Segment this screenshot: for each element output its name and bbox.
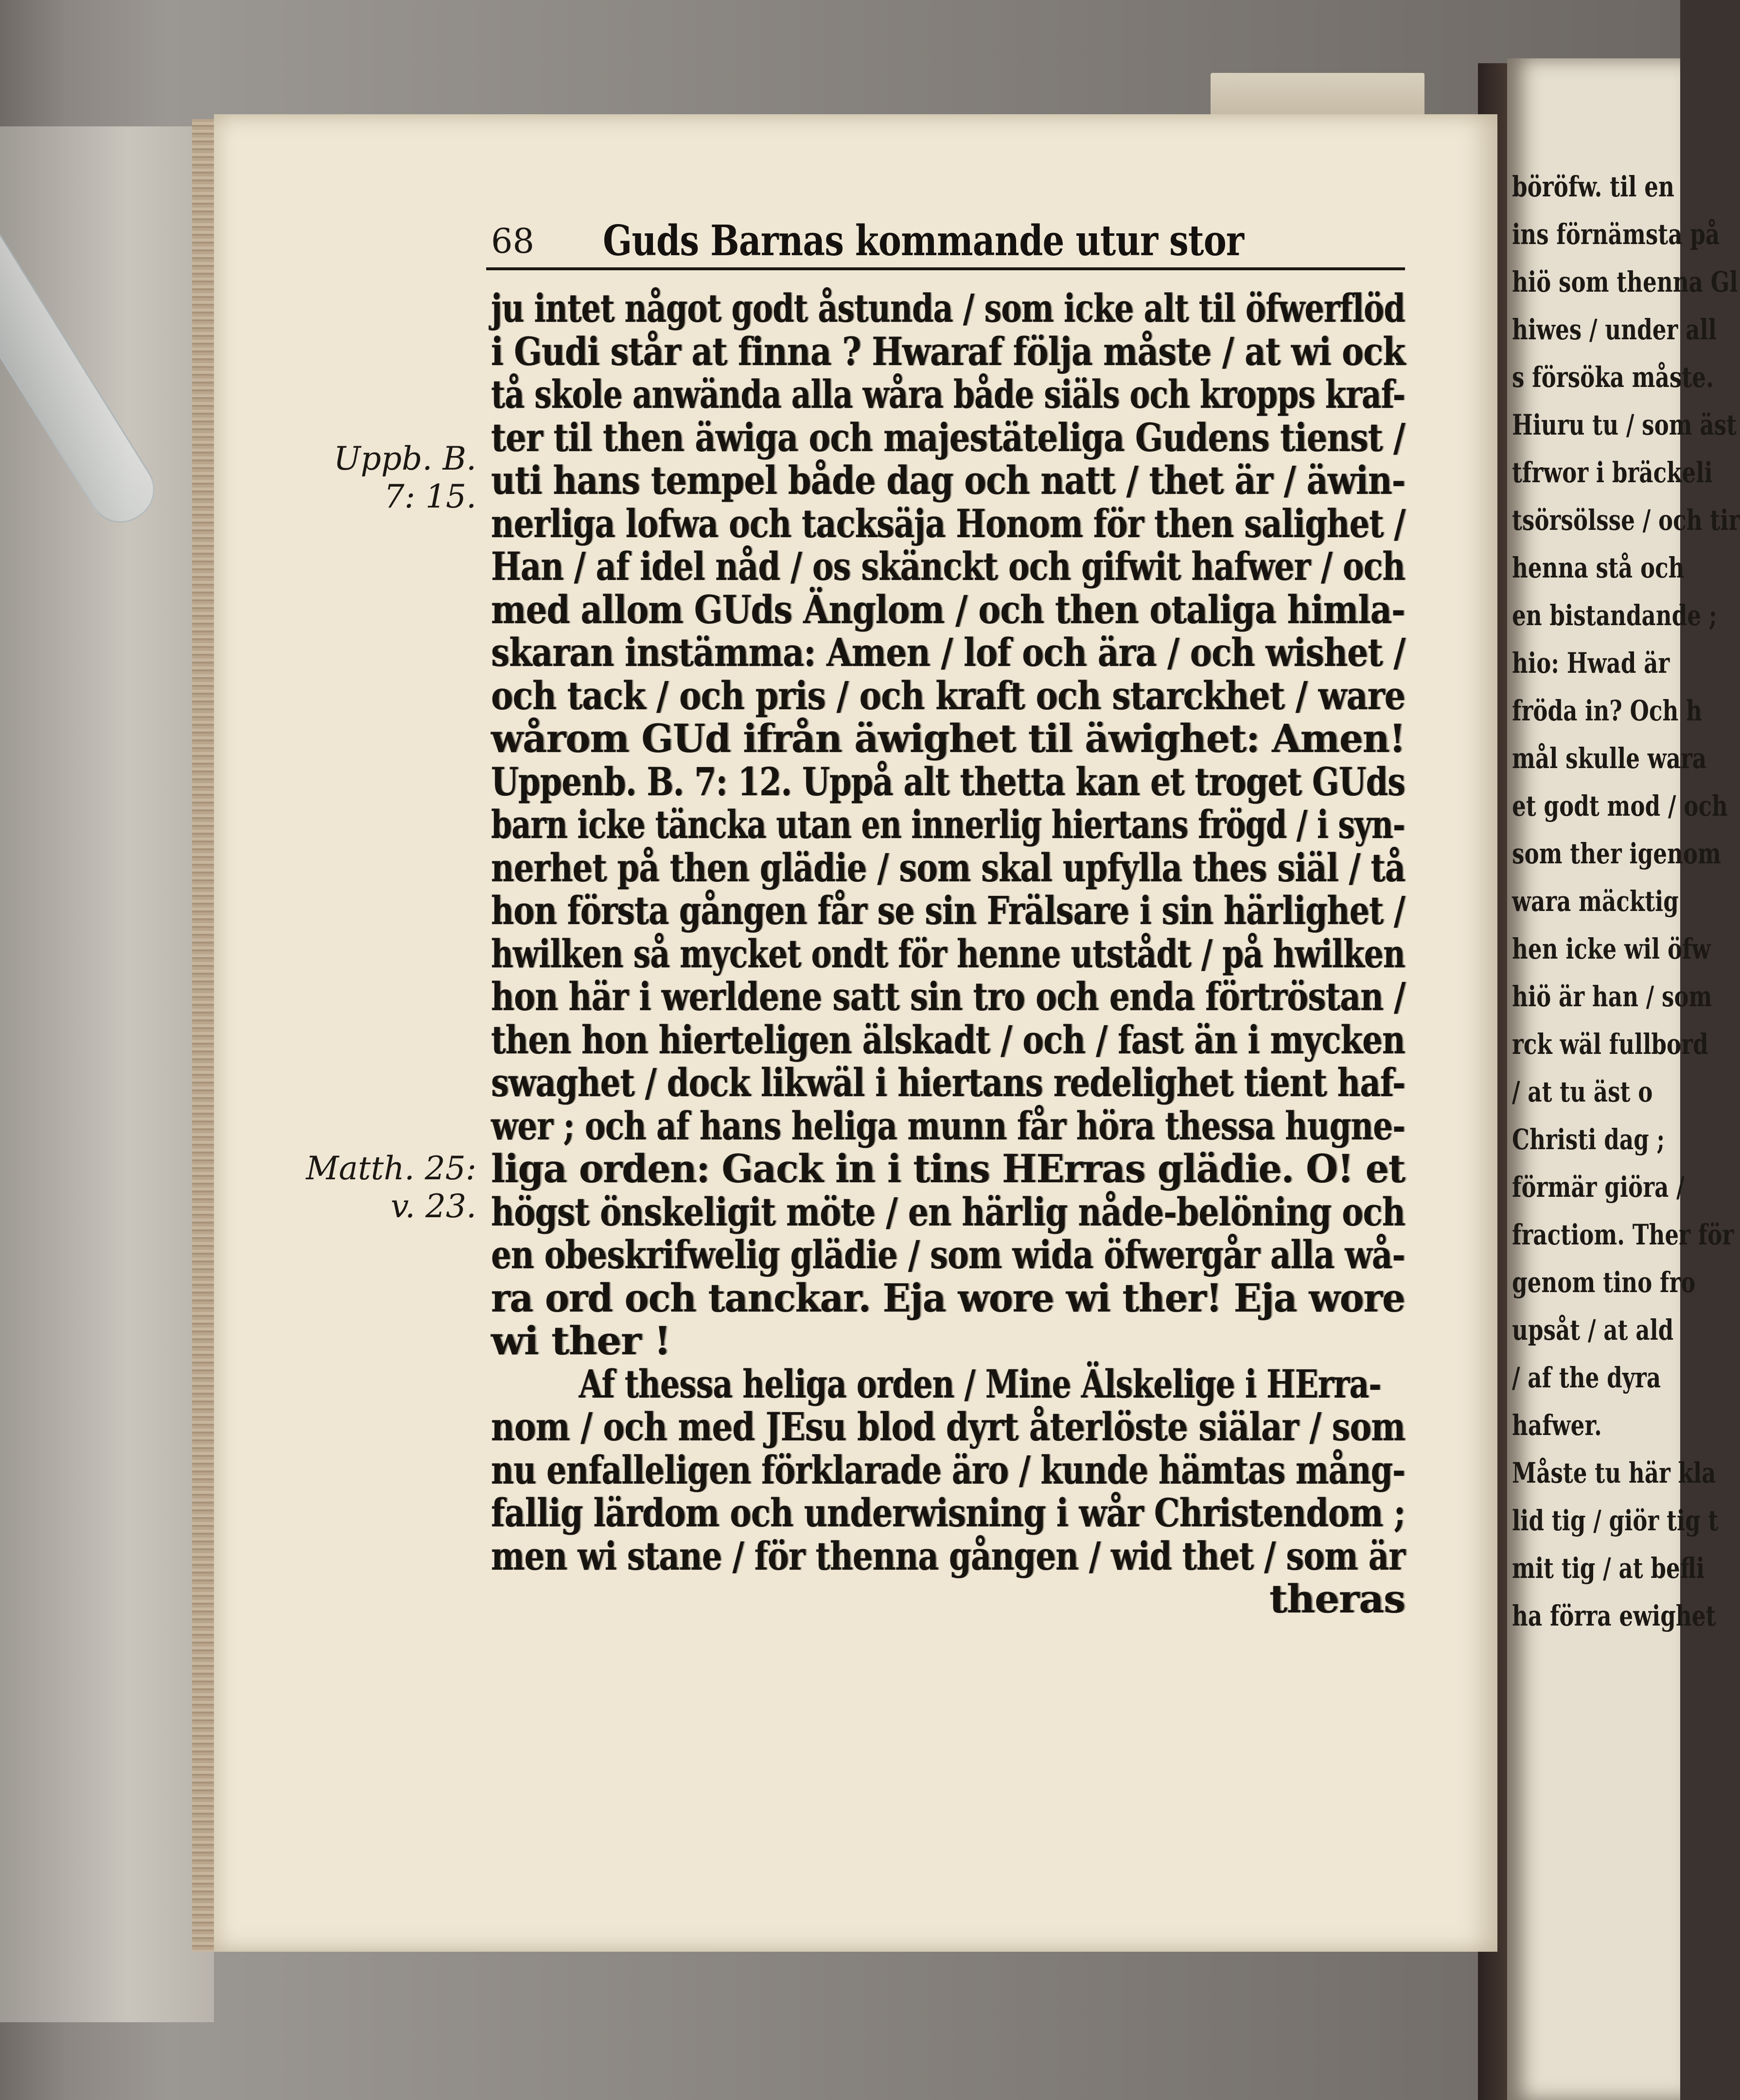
text-line: then hon hierteligen älskadt / och / fast än i mycken xyxy=(491,1016,1405,1063)
text-line: ter til then äwiga och majestäteliga Gudens tienst / xyxy=(491,414,1405,460)
page-header xyxy=(491,216,1405,270)
facing-page-line: mål skulle wara xyxy=(1512,742,1707,775)
text-line: i Gudi står at finna ? Hwaraf följa måste / at wi ock xyxy=(491,328,1405,374)
text-line: wi ther ! xyxy=(491,1318,671,1364)
facing-page-line: hiö är han / som xyxy=(1512,980,1712,1013)
text-line: nu enfalleligen förklarade äro / kunde hämtas mång- xyxy=(491,1447,1405,1493)
running-title: Guds Barnas kommande utur stor xyxy=(603,216,1244,265)
text-line: hon första gången får se sin Frälsare i sin härlighet / xyxy=(491,888,1405,933)
margin-note-uppb: Uppb. B. 7: 15. xyxy=(334,440,476,515)
facing-page-line: Christi dag ; xyxy=(1512,1123,1665,1156)
text-line: liga orden: Gack in i tins HErras glädie. O! et xyxy=(491,1146,1405,1191)
text-line: swaghet / dock likwäl i hiertans redelighet tient haf- xyxy=(491,1060,1406,1105)
text-line: en obeskrifwelig glädie / som wida öfwergår alla wå- xyxy=(491,1232,1405,1278)
text-line: Han / af idel nåd / os skänckt och gifwit hafwer / och xyxy=(491,543,1405,589)
facing-page-line: hafwer. xyxy=(1512,1409,1602,1442)
text-line: Uppenb. B. 7: 12. Uppå alt thetta kan et troget GUds xyxy=(491,758,1405,805)
facing-page-line: / af the dyra xyxy=(1512,1361,1661,1394)
margin-note-matth: Matth. 25: v. 23. xyxy=(306,1150,476,1225)
facing-page-line: henna stå och xyxy=(1512,551,1685,584)
text-line: ju intet något godt åstunda / som icke alt til öfwerflöd xyxy=(491,285,1405,331)
facing-page-line: rck wäl fullbord xyxy=(1512,1028,1708,1061)
facing-page-line: en bistandande ; xyxy=(1512,599,1717,632)
facing-page-line: ha förra ewighet xyxy=(1512,1599,1716,1632)
facing-page-line: Hiuru tu / som äst xyxy=(1512,408,1737,441)
text-line: ra ord och tanckar. Eja wore wi ther! Eja wore xyxy=(491,1275,1405,1321)
facing-page-line: Måste tu här kla xyxy=(1512,1456,1716,1489)
facing-page-line: tsörsölsse / och tir xyxy=(1512,504,1740,537)
text-line: nerliga lofwa och tacksäja Honom för then salighet / xyxy=(491,500,1406,546)
text-line: Af thessa heliga orden / Mine Älskelige i HErra- xyxy=(579,1361,1381,1407)
facing-page-line: genom tino fro xyxy=(1512,1266,1696,1299)
text-line: hwilken så mycket ondt för henne utstådt / på hwilken xyxy=(491,930,1405,977)
facing-page-line: lid tig / giör tig t xyxy=(1512,1504,1719,1537)
text-line: fallig lärdom och underwisning i wår Christendom ; xyxy=(491,1490,1406,1536)
facing-page-line: hiö som thenna Gl xyxy=(1512,265,1738,298)
text-line: och tack / och pris / och kraft och starckhet / ware xyxy=(491,672,1406,718)
facing-page-line: fröda in? Och h xyxy=(1512,694,1702,727)
facing-page-line: hen icke wil öfw xyxy=(1512,932,1711,965)
text-line: skaran instämma: Amen / lof och ära / och wishet / xyxy=(491,630,1406,675)
body-text xyxy=(491,287,1405,1621)
text-line: men wi stane / för thenna gången / wid thet / som är xyxy=(491,1533,1405,1579)
facing-page-line: et godt mod / och xyxy=(1512,789,1728,822)
facing-page-line: wara mäcktig xyxy=(1512,885,1679,918)
text-line: barn icke täncka utan en innerlig hiertans frögd / i syn- xyxy=(491,802,1405,847)
text-line: nom / och med JEsu blod dyrt återlöste siälar / som xyxy=(491,1404,1406,1450)
facing-page-line: s försöka måste. xyxy=(1512,361,1714,394)
facing-page-line: som ther igenom xyxy=(1512,837,1721,870)
facing-page-line: upsåt / at ald xyxy=(1512,1313,1674,1347)
text-line: uti hans tempel både dag och natt / thet är / äwin- xyxy=(491,457,1406,503)
facing-page-line: böröfw. til en xyxy=(1512,170,1674,203)
header-rule xyxy=(486,267,1405,270)
facing-page-line: mit tig / at befli xyxy=(1512,1552,1705,1585)
text-line: wer ; och af hans heliga munn får höra thessa hugne- xyxy=(491,1102,1405,1149)
text-line: högst önskeligit möte / en härlig nåde-belöning och xyxy=(491,1189,1405,1235)
text-line: nerhet på then glädie / som skal upfylla thes siäl / tå xyxy=(491,844,1406,891)
text-line: theras xyxy=(1269,1576,1405,1622)
facing-page-line: hio: Hwad är xyxy=(1512,647,1670,680)
facing-page-line: fractiom. Ther för xyxy=(1512,1218,1734,1251)
text-line: wårom GUd ifrån äwighet til äwighet: Amen! xyxy=(491,716,1406,761)
page-number: 68 xyxy=(491,221,535,261)
facing-page-line: förmär giöra / xyxy=(1512,1171,1685,1204)
facing-page xyxy=(1507,58,1740,2100)
text-line: tå skole anwända alla wåra både siäls och kropps kraf- xyxy=(491,371,1405,417)
facing-page-line: ins förnämsta på xyxy=(1512,218,1720,251)
text-line: hon här i werldene satt sin tro och enda förtröstan / xyxy=(491,974,1406,1019)
page-tab xyxy=(1211,73,1424,114)
facing-page-line: / at tu äst o xyxy=(1512,1075,1653,1108)
facing-page-line: hiwes / under all xyxy=(1512,313,1717,346)
facing-page-line: tfrwor i bräckeli xyxy=(1512,456,1713,489)
text-line: med allom GUds Änglom / och then otaliga himla- xyxy=(491,586,1405,632)
